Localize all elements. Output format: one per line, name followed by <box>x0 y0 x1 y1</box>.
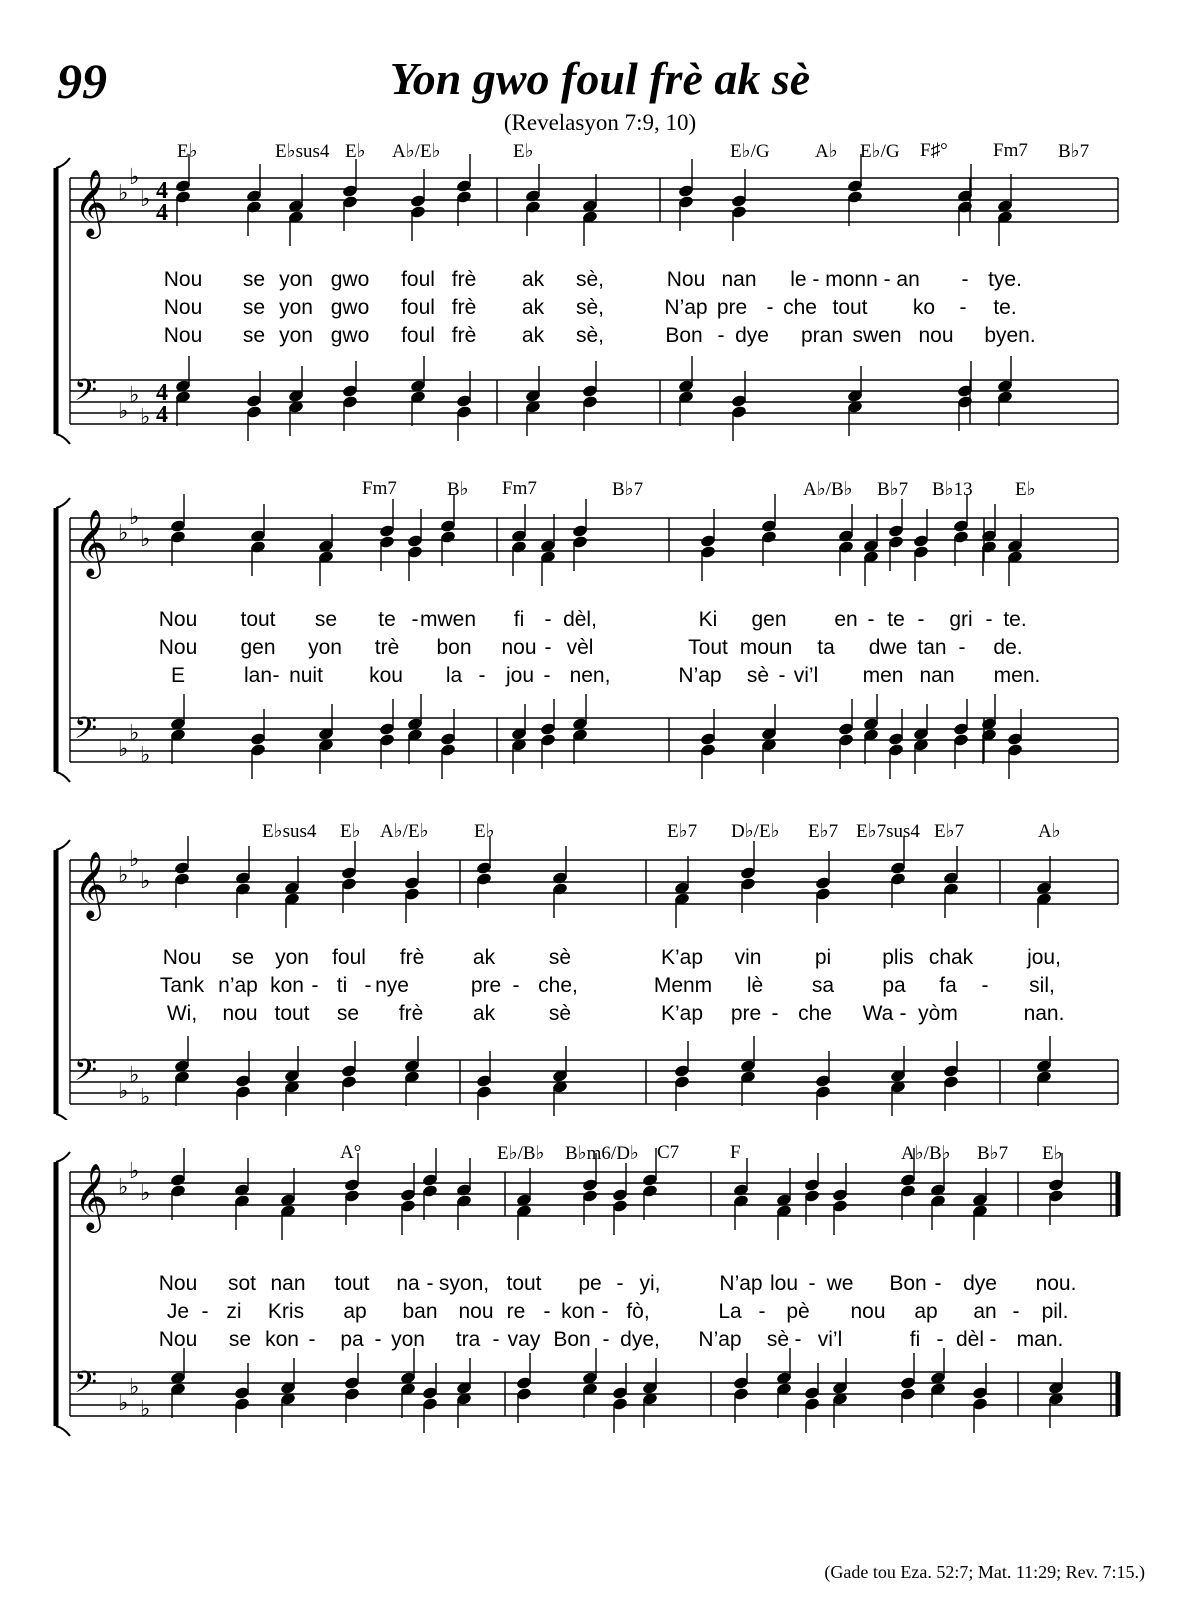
lyric-syllable: - <box>867 608 875 631</box>
chord-symbol: B♭13 <box>932 479 973 500</box>
lyric-syllable: zi <box>226 1300 242 1323</box>
chord-symbol: B♭7 <box>977 1143 1009 1164</box>
lyric-syllable: vi’l <box>817 1328 843 1351</box>
chord-symbol: A♭/E♭ <box>380 821 429 842</box>
chord-symbol: E♭/G <box>860 141 900 162</box>
lyric-syllable: - <box>374 1328 382 1351</box>
lyric-syllable: plis <box>882 946 914 969</box>
key-flat-icon: ♭ <box>129 721 140 746</box>
lyric-syllable: nan <box>919 664 955 687</box>
lyric-syllable: te. <box>993 296 1017 319</box>
lyric-syllable: ko <box>912 296 936 319</box>
lyric-syllable: nou <box>222 1002 258 1025</box>
time-signature-digit: 4 <box>156 178 168 204</box>
lyric-syllable: dèl <box>955 1328 985 1351</box>
key-flat-icon: ♭ <box>118 1175 129 1200</box>
hymn-number: 99 <box>57 53 107 109</box>
lyric-syllable: lou <box>769 1272 799 1295</box>
lyric-syllable: sè, <box>575 268 605 291</box>
chord-symbol: A♭/B♭ <box>803 479 853 500</box>
lyric-syllable: frè <box>451 296 477 319</box>
lyric-syllable: frè <box>451 268 477 291</box>
bass-clef-icon: 𝄢 <box>74 1366 98 1407</box>
lyric-syllable: - <box>958 636 966 659</box>
lyric-syllable: Wi, <box>166 1002 198 1025</box>
chord-symbol: A♭/B♭ <box>901 1143 951 1164</box>
key-flat-icon: ♭ <box>140 405 151 430</box>
lyric-syllable: nan <box>270 1272 306 1295</box>
key-flat-icon: ♭ <box>118 1079 129 1104</box>
key-flat-icon: ♭ <box>118 399 129 424</box>
lyric-syllable: - <box>544 636 552 659</box>
lyric-syllable: - <box>1012 1300 1020 1323</box>
lyric-syllable: mwen <box>419 608 477 631</box>
chord-symbol: A° <box>340 1142 362 1163</box>
hymn-title: Yon gwo foul frè ak sè <box>389 53 811 104</box>
lyric-syllable: se <box>314 608 338 631</box>
lyric-syllable: nan <box>721 268 757 291</box>
key-flat-icon: ♭ <box>129 383 140 408</box>
scripture-reference: (Revelasyon 7:9, 10) <box>503 110 697 135</box>
bass-clef-icon: 𝄢 <box>74 374 98 415</box>
lyric-syllable: - <box>426 1272 434 1295</box>
lyric-syllable: pre <box>730 1002 762 1025</box>
lyric-syllable: pran <box>800 324 844 347</box>
lyric-syllable: Nou <box>163 268 203 291</box>
lyric-syllable: ak <box>521 296 545 319</box>
lyric-syllable: frè <box>399 946 425 969</box>
lyric-syllable: an <box>973 1300 997 1323</box>
lyric-syllable: fa <box>939 974 957 997</box>
lyric-syllable: men. <box>993 664 1041 687</box>
lyric-syllable: le - monn - an <box>790 268 920 291</box>
lyric-syllable: tye. <box>988 268 1022 291</box>
lyric-syllable: nye <box>375 974 409 997</box>
lyric-syllable: - <box>758 1300 766 1323</box>
lyric-syllable: foul <box>401 324 435 347</box>
lyric-syllable: - <box>899 1002 907 1025</box>
lyric-syllable: - <box>492 1328 500 1351</box>
chord-symbol: E♭ <box>1042 1143 1063 1164</box>
lyric-syllable: nan. <box>1023 1002 1065 1025</box>
lyric-syllable: sè <box>548 946 572 969</box>
lyric-syllable: Bon <box>665 324 703 347</box>
key-flat-icon: ♭ <box>118 1391 129 1416</box>
lyric-syllable: - <box>985 608 993 631</box>
lyric-syllable: se <box>336 1002 360 1025</box>
lyric-syllable: yòm <box>918 1002 958 1025</box>
lyric-syllable: dye <box>963 1272 997 1295</box>
lyric-syllable: tout <box>832 296 868 319</box>
key-flat-icon: ♭ <box>118 181 129 206</box>
chord-symbol: A♭ <box>1038 821 1061 842</box>
lyric-syllable: - <box>808 1272 816 1295</box>
lyric-syllable: - <box>311 974 319 997</box>
lyric-syllable: se <box>242 268 266 291</box>
key-flat-icon: ♭ <box>129 165 140 190</box>
lyric-syllable: trè <box>374 636 400 659</box>
lyric-syllable: pi <box>814 946 832 969</box>
lyric-syllable: lan <box>243 664 273 687</box>
chord-symbols <box>0 1142 1200 1172</box>
lyric-syllable: nou <box>501 636 537 659</box>
lyric-syllable: ak <box>472 1002 496 1025</box>
treble-clef-icon: 𝄞 <box>74 168 109 236</box>
lyric-syllable: Nou <box>163 296 203 319</box>
chord-symbol: E♭ <box>513 141 534 162</box>
chord-symbol: E♭ <box>474 821 495 842</box>
lyric-syllable: frè <box>398 1002 424 1025</box>
lyric-syllable: sil, <box>1029 974 1055 997</box>
chord-symbol: E♭7 <box>808 821 839 842</box>
lyric-syllable: yon <box>279 324 313 347</box>
chord-symbol: Fm7 <box>993 140 1028 161</box>
lyric-syllable: foul <box>401 268 435 291</box>
lyric-syllable: tout <box>274 1002 310 1025</box>
key-flat-icon: ♭ <box>140 527 151 552</box>
lyric-syllable: fi <box>909 1328 921 1351</box>
lyric-syllable: kon <box>270 974 304 997</box>
key-flat-icon: ♭ <box>118 521 129 546</box>
lyric-syllable: Ki <box>698 608 718 631</box>
lyric-syllable: pre <box>716 296 748 319</box>
lyric-syllable: Nou <box>158 608 198 631</box>
lyric-syllable: fò, <box>626 1300 650 1323</box>
key-flat-icon: ♭ <box>129 847 140 872</box>
lyric-syllable: sa <box>811 974 835 997</box>
lyric-syllable: nou. <box>1035 1272 1077 1295</box>
lyric-syllable: pe <box>578 1272 602 1295</box>
lyric-syllable: de. <box>993 636 1023 659</box>
treble-clef-icon: 𝄞 <box>74 850 109 918</box>
lyric-syllable: gen <box>751 608 787 631</box>
lyric-syllable: chak <box>928 946 974 969</box>
lyric-syllable: - <box>959 296 967 319</box>
key-flat-icon: ♭ <box>140 1181 151 1206</box>
lyric-syllable: pa <box>340 1328 364 1351</box>
lyric-syllable: - <box>981 974 989 997</box>
lyric-syllable: - <box>936 1328 944 1351</box>
time-signature-digit: 4 <box>156 200 168 226</box>
lyric-syllable: na <box>396 1272 420 1295</box>
lyric-syllable: gri <box>949 608 973 631</box>
lyric-syllable: vi’l <box>793 664 819 687</box>
lyric-syllable: - <box>308 1328 316 1351</box>
lyric-syllable: gen <box>240 636 276 659</box>
lyric-syllable: se <box>231 946 255 969</box>
lyric-syllable: pre <box>470 974 502 997</box>
chord-symbol: Fm7 <box>502 478 537 499</box>
lyric-syllable: yon <box>279 268 313 291</box>
lyric-syllable: Tout <box>688 636 728 659</box>
chord-symbol: B♭7 <box>612 479 644 500</box>
lyric-syllable: - <box>543 664 551 687</box>
lyric-syllable: syon, <box>438 1272 490 1295</box>
lyric-syllable: ak <box>521 324 545 347</box>
lyric-syllable: re <box>506 1300 526 1323</box>
chord-symbol: D♭/E♭ <box>731 821 780 842</box>
chord-symbol: F♯° <box>920 140 948 161</box>
lyric-syllable: K’ap <box>660 946 704 969</box>
footer-references: (Gade tou Eza. 52:7; Mat. 11:29; Rev. 7:15.) <box>824 1562 1145 1582</box>
lyric-syllable: we <box>826 1272 854 1295</box>
time-signature-digit: 4 <box>156 402 168 428</box>
lyric-syllable: fi <box>513 608 525 631</box>
bass-clef-icon: 𝄢 <box>74 712 98 753</box>
lyrics-verse-2 <box>0 1300 1200 1328</box>
lyric-syllable: swen <box>852 324 902 347</box>
lyric-syllable: dye <box>735 324 769 347</box>
chord-symbol: E♭7 <box>667 821 698 842</box>
lyric-syllable: ta <box>817 636 835 659</box>
lyric-syllable: N’ap <box>698 1328 742 1351</box>
lyric-syllable: - <box>201 1300 209 1323</box>
lyric-syllable: Tank <box>159 974 205 997</box>
chord-symbol: A♭ <box>815 141 838 162</box>
lyric-syllable: - <box>989 1328 997 1351</box>
lyric-syllable: Nou <box>163 324 203 347</box>
lyric-syllable: E <box>170 664 186 687</box>
lyric-syllable: Bon <box>553 1328 591 1351</box>
lyric-syllable: - <box>766 296 774 319</box>
lyric-syllable: - <box>771 1002 779 1025</box>
lyric-syllable: - <box>478 664 486 687</box>
lyric-syllable: Nou <box>158 636 198 659</box>
lyric-syllable: pa <box>882 974 906 997</box>
chord-symbol: E♭ <box>340 821 361 842</box>
lyric-syllable: jou <box>505 664 535 687</box>
lyric-syllable: Je <box>166 1300 190 1323</box>
key-flat-icon: ♭ <box>118 737 129 762</box>
lyric-syllable: en <box>834 608 858 631</box>
lyric-syllable: - <box>616 1272 624 1295</box>
lyric-syllable: - <box>364 974 372 997</box>
lyric-syllable: - <box>601 1300 609 1323</box>
lyric-syllable: nou <box>850 1300 886 1323</box>
lyric-syllable: Nou <box>158 1272 198 1295</box>
lyric-syllable: kon <box>265 1328 299 1351</box>
chord-symbol: E♭ <box>345 141 366 162</box>
lyric-syllable: - <box>272 664 280 687</box>
lyric-syllable: - <box>961 268 969 291</box>
lyric-syllable: gwo <box>330 296 370 319</box>
lyric-syllable: che <box>798 1002 832 1025</box>
key-flat-icon: ♭ <box>140 1085 151 1110</box>
key-flat-icon: ♭ <box>140 869 151 894</box>
lyric-syllable: se <box>242 324 266 347</box>
lyric-syllable: vay <box>507 1328 541 1351</box>
treble-clef-icon: 𝄞 <box>74 508 109 576</box>
treble-clef-icon: 𝄞 <box>74 1162 109 1230</box>
chord-symbol: A♭/E♭ <box>392 141 441 162</box>
lyric-syllable: N’ap <box>719 1272 763 1295</box>
lyric-syllable: - <box>717 324 725 347</box>
lyric-syllable: ak <box>472 946 496 969</box>
lyric-syllable: ban <box>402 1300 438 1323</box>
lyric-syllable: - <box>917 608 925 631</box>
lyric-syllable: sè <box>746 664 770 687</box>
lyric-syllable: nou <box>918 324 954 347</box>
bass-clef-icon: 𝄢 <box>74 1054 98 1095</box>
lyric-syllable: Bon <box>889 1272 927 1295</box>
lyric-syllable: yon <box>308 636 342 659</box>
lyric-syllable: ap <box>343 1300 367 1323</box>
lyric-syllable: che, <box>538 974 578 997</box>
lyric-syllable: vin <box>734 946 762 969</box>
lyric-syllable: sè <box>766 1328 790 1351</box>
chord-symbol: B♭m6/D♭ <box>565 1143 639 1164</box>
key-flat-icon: ♭ <box>118 863 129 888</box>
lyric-syllable: yon <box>275 946 309 969</box>
lyric-syllable: N’ap <box>678 664 722 687</box>
chord-symbol: E♭ <box>177 141 198 162</box>
lyric-syllable: Kris <box>267 1300 305 1323</box>
lyric-syllable: - <box>544 608 552 631</box>
lyric-syllable: yon <box>391 1328 425 1351</box>
lyric-syllable: man. <box>1016 1328 1064 1351</box>
chord-symbol: C7 <box>657 1142 680 1163</box>
lyric-syllable: n’ap <box>218 974 258 997</box>
chord-symbol: E♭sus4 <box>275 141 330 162</box>
lyric-syllable: dèl, <box>563 608 597 631</box>
lyric-syllable: te <box>378 608 396 631</box>
lyric-syllable: - <box>543 1300 551 1323</box>
lyric-syllable: Nou <box>162 946 202 969</box>
lyric-syllable: sot <box>227 1272 257 1295</box>
key-flat-icon: ♭ <box>129 1159 140 1184</box>
lyric-syllable: nen, <box>569 664 611 687</box>
lyric-syllable: moun <box>739 636 793 659</box>
lyric-syllable: dye, <box>620 1328 660 1351</box>
key-flat-icon: ♭ <box>129 505 140 530</box>
lyric-syllable: tout <box>506 1272 542 1295</box>
lyric-syllable: tra <box>455 1328 481 1351</box>
lyric-syllable: - <box>794 1328 802 1351</box>
key-flat-icon: ♭ <box>140 187 151 212</box>
lyric-syllable: gwo <box>330 324 370 347</box>
lyric-syllable: se <box>242 296 266 319</box>
lyric-syllable: tan <box>917 636 947 659</box>
key-flat-icon: ♭ <box>140 1397 151 1422</box>
chord-symbol: E♭/B♭ <box>497 1143 545 1164</box>
lyric-syllable: kou <box>369 664 403 687</box>
lyric-syllable: lè <box>746 974 764 997</box>
lyric-syllable: ap <box>914 1300 938 1323</box>
lyric-syllable: foul <box>401 296 435 319</box>
lyric-syllable: tout <box>334 1272 370 1295</box>
lyric-syllable: N’ap <box>664 296 708 319</box>
time-signature-digit: 4 <box>156 380 168 406</box>
lyric-syllable: - <box>411 608 419 631</box>
chord-symbol: E♭sus4 <box>262 821 317 842</box>
key-flat-icon: ♭ <box>129 1063 140 1088</box>
lyric-syllable: - <box>602 1328 610 1351</box>
lyric-syllable: - <box>512 974 520 997</box>
lyric-syllable: bon <box>436 636 472 659</box>
lyric-syllable: ti <box>336 974 348 997</box>
key-flat-icon: ♭ <box>140 743 151 768</box>
lyric-syllable: sè, <box>575 296 605 319</box>
lyric-syllable: gwo <box>330 268 370 291</box>
lyric-syllable: La <box>718 1300 742 1323</box>
lyric-syllable: yon <box>279 296 313 319</box>
chord-symbol: E♭7 <box>934 821 965 842</box>
lyric-syllable: te <box>887 608 905 631</box>
lyric-syllable: Nou <box>666 268 706 291</box>
lyric-syllable: tout <box>240 608 276 631</box>
lyric-syllable: Nou <box>158 1328 198 1351</box>
lyric-syllable: sè, <box>575 324 605 347</box>
lyric-syllable: sè <box>548 1002 572 1025</box>
lyric-syllable: nuit <box>289 664 323 687</box>
lyric-syllable: pil. <box>1041 1300 1069 1323</box>
lyric-syllable: frè <box>451 324 477 347</box>
chord-symbol: E♭7sus4 <box>856 821 920 842</box>
lyric-syllable: se <box>228 1328 252 1351</box>
chord-symbol: B♭ <box>447 479 469 500</box>
lyric-syllable: nou <box>458 1300 494 1323</box>
lyric-syllable: - <box>934 1272 942 1295</box>
chord-symbol: B♭7 <box>1058 141 1090 162</box>
chord-symbol: E♭ <box>1015 479 1036 500</box>
lyric-syllable: jou, <box>1027 946 1061 969</box>
lyric-syllable: foul <box>332 946 366 969</box>
chord-symbol: Fm7 <box>362 478 397 499</box>
lyric-syllable: te. <box>1003 608 1027 631</box>
lyrics-verse-3 <box>0 1328 1200 1356</box>
lyric-syllable: men <box>862 664 904 687</box>
lyric-syllable: vèl <box>566 636 594 659</box>
lyric-syllable: Wa <box>862 1002 894 1025</box>
lyric-syllable: K’ap <box>660 1002 704 1025</box>
lyric-syllable: che <box>783 296 817 319</box>
key-flat-icon: ♭ <box>129 1375 140 1400</box>
lyric-syllable: byen. <box>984 324 1036 347</box>
lyric-syllable: ak <box>521 268 545 291</box>
lyric-syllable: dwe <box>868 636 908 659</box>
lyric-syllable: kon <box>561 1300 595 1323</box>
lyric-syllable: yi, <box>639 1272 661 1295</box>
lyric-syllable: Menm <box>653 974 713 997</box>
chord-symbol: B♭7 <box>877 479 909 500</box>
lyric-syllable: - <box>778 664 786 687</box>
lyric-syllable: pè <box>786 1300 810 1323</box>
chord-symbol: E♭/G <box>730 141 770 162</box>
lyric-syllable: la <box>445 664 463 687</box>
chord-symbol: F <box>730 1142 741 1163</box>
lyrics-verse-1 <box>0 1272 1200 1300</box>
